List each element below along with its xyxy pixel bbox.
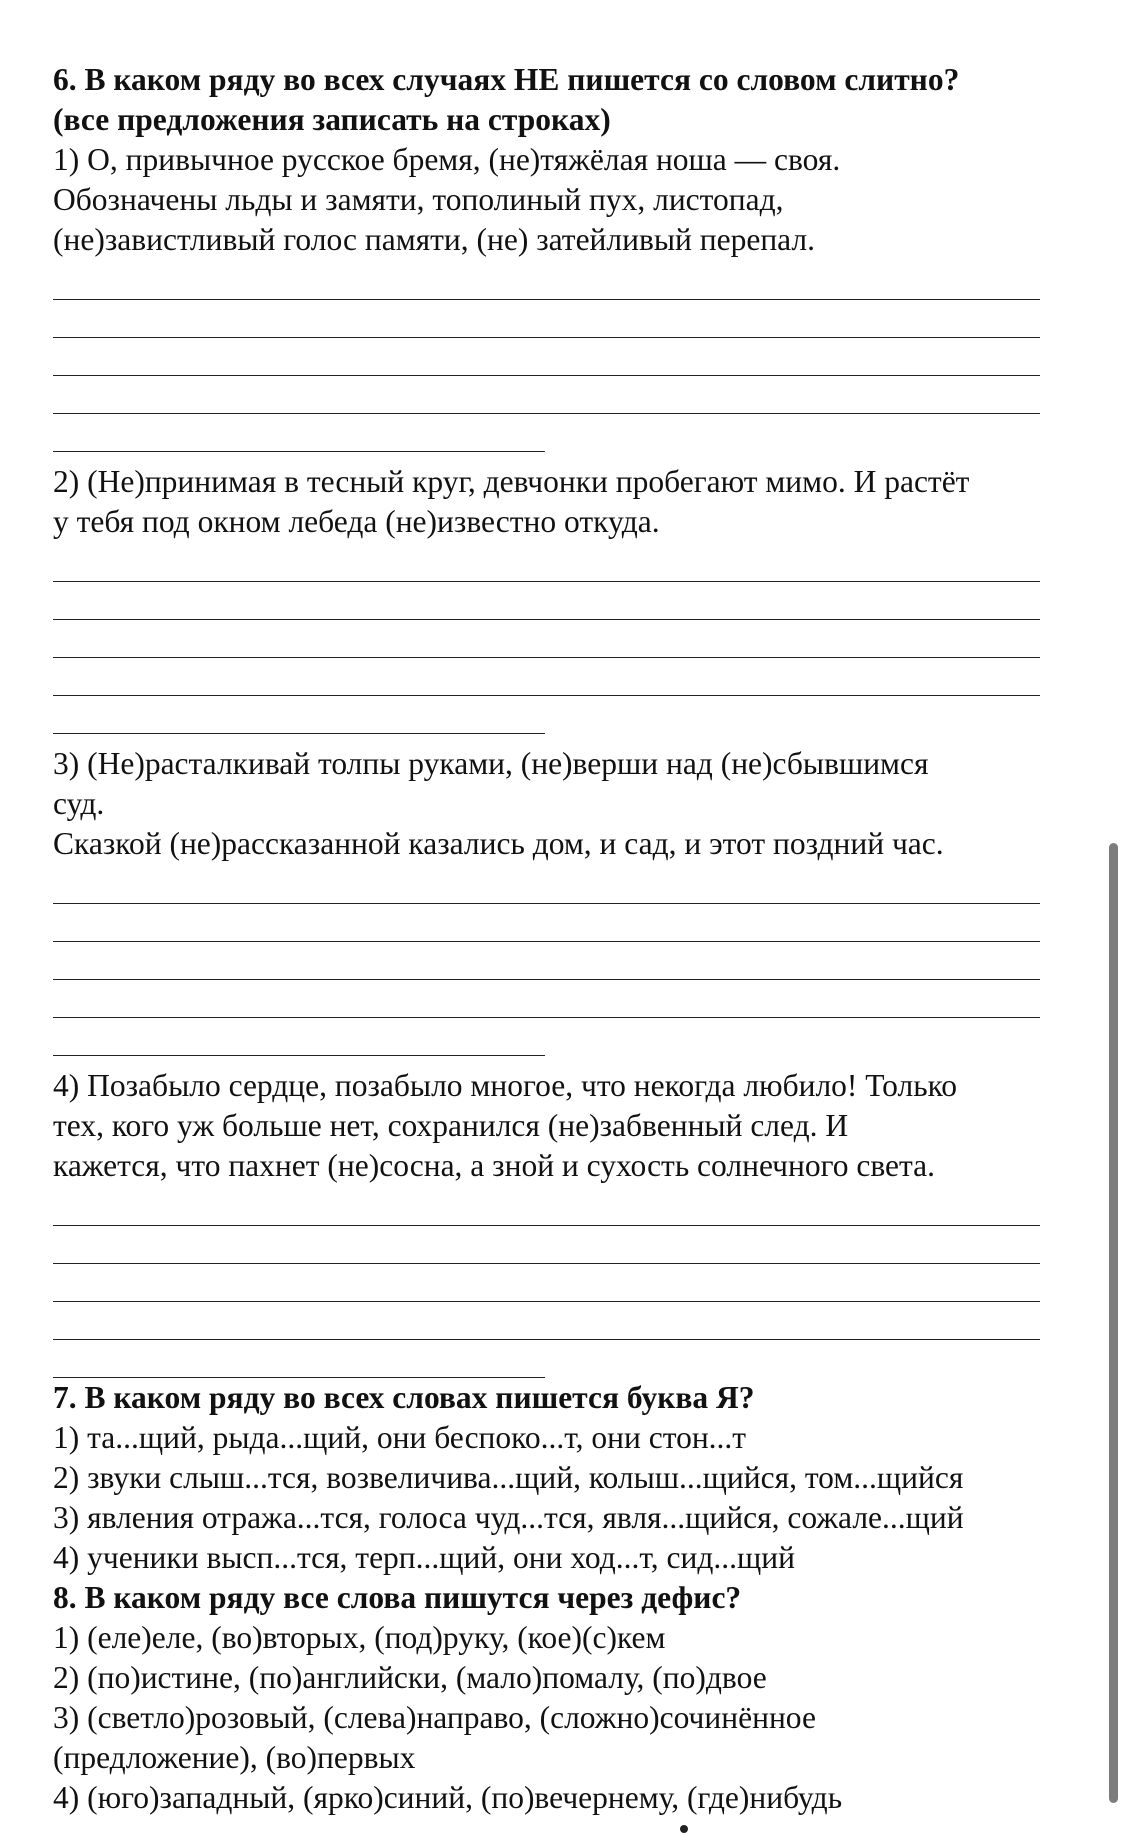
- answer-line[interactable]: [53, 1188, 1040, 1226]
- answer-line[interactable]: [53, 1264, 1040, 1302]
- task7-option-2: 2) звуки слыш...тся, возвеличива...щий, колыш...щийся, том...щийся: [53, 1460, 964, 1495]
- answer-line[interactable]: [53, 338, 1040, 376]
- scrollbar[interactable]: [1109, 843, 1118, 1803]
- task8-option-2: 2) (по)истине, (по)английски, (мало)помалу, (по)двое: [53, 1660, 767, 1695]
- task6-item-1-line-1: 1) О, привычное русское бремя, (не)тяжёлая ноша — своя.: [53, 142, 841, 177]
- task6-heading: 6. В каком ряду во всех случаях НЕ пишется со словом слитно?: [53, 62, 960, 97]
- task7-option-3: 3) явления отража...тся, голоса чуд...тся, явля...щийся, сожале...щий: [53, 1500, 964, 1535]
- answer-line[interactable]: [53, 582, 1040, 620]
- answer-line[interactable]: [53, 980, 1040, 1018]
- task6-item-1-line-2: Обозначены льды и замяти, тополиный пух, листопад,: [53, 182, 784, 217]
- task6-item-4-line-2: тех, кого уж больше нет, сохранился (не)забвенный след. И: [53, 1108, 849, 1143]
- answer-line[interactable]: [53, 866, 1040, 904]
- answer-line[interactable]: [53, 1226, 1040, 1264]
- task7-heading: 7. В каком ряду во всех словах пишется буква Я?: [53, 1380, 755, 1415]
- task8-option-3: 3) (светло)розовый, (слева)направо, (сложно)сочинённое: [53, 1700, 816, 1735]
- task6-item-4: [53, 1066, 1053, 1378]
- task6-subheading: (все предложения записать на строках): [53, 102, 611, 137]
- answer-line[interactable]: [53, 620, 1040, 658]
- task6-item-2-answer-lines: [53, 542, 1053, 734]
- answer-line[interactable]: [53, 1340, 545, 1378]
- task8-option-3-continued: (предложение), (во)первых: [53, 1740, 416, 1775]
- task7-option-1: 1) та...щий, рыда...щий, они беспоко...т, они стон...т: [53, 1420, 747, 1455]
- answer-line[interactable]: [53, 544, 1040, 582]
- answer-line[interactable]: [53, 904, 1040, 942]
- task6-item-3: [53, 744, 1053, 1056]
- task6-item-1-line-3: (не)завистливый голос памяти, (не) затейливый перепал.: [53, 222, 816, 257]
- task8-option-1: 1) (еле)еле, (во)вторых, (под)руку, (кое)(с)кем: [53, 1620, 666, 1655]
- answer-line[interactable]: [53, 376, 1040, 414]
- task6-item-3-line-1: 3) (Не)расталкивай толпы руками, (не)верши над (не)сбывшимся: [53, 746, 929, 781]
- task6-item-3-answer-lines: [53, 864, 1053, 1056]
- task6-item-1-answer-lines: [53, 260, 1053, 452]
- task6-item-4-line-1: 4) Позабыло сердце, позабыло многое, что некогда любило! Только: [53, 1068, 958, 1103]
- answer-line[interactable]: [53, 1302, 1040, 1340]
- task7: [53, 1378, 1053, 1578]
- answer-line[interactable]: [53, 414, 545, 452]
- task6-item-1: [53, 140, 1053, 452]
- answer-line[interactable]: [53, 696, 545, 734]
- worksheet-page: [53, 60, 1053, 1818]
- task8: [53, 1578, 1053, 1818]
- task6-item-3-line-2: суд.: [53, 786, 105, 821]
- task6-item-3-line-3: Сказкой (не)рассказанной казались дом, и сад, и этот поздний час.: [53, 826, 944, 861]
- task7-option-4: 4) ученики высп...тся, терп...щий, они ход...т, сид...щий: [53, 1540, 796, 1575]
- task8-option-4: 4) (юго)западный, (ярко)синий, (по)вечернему, (где)нибудь: [53, 1780, 843, 1815]
- task8-heading: 8. В каком ряду все слова пишутся через дефис?: [53, 1580, 742, 1615]
- answer-line[interactable]: [53, 1018, 545, 1056]
- page-indicator-dot: [680, 1825, 688, 1833]
- answer-line[interactable]: [53, 658, 1040, 696]
- answer-line[interactable]: [53, 942, 1040, 980]
- task6-item-4-answer-lines: [53, 1186, 1053, 1378]
- task6-item-4-line-3: кажется, что пахнет (не)сосна, а зной и сухость солнечного света.: [53, 1148, 936, 1183]
- task6-item-2-line-1: 2) (Не)принимая в тесный круг, девчонки пробегают мимо. И растёт: [53, 464, 970, 499]
- task6-item-2-line-2: у тебя под окном лебеда (не)известно откуда.: [53, 504, 660, 539]
- answer-line[interactable]: [53, 300, 1040, 338]
- answer-line[interactable]: [53, 262, 1040, 300]
- task6-item-2: [53, 462, 1053, 734]
